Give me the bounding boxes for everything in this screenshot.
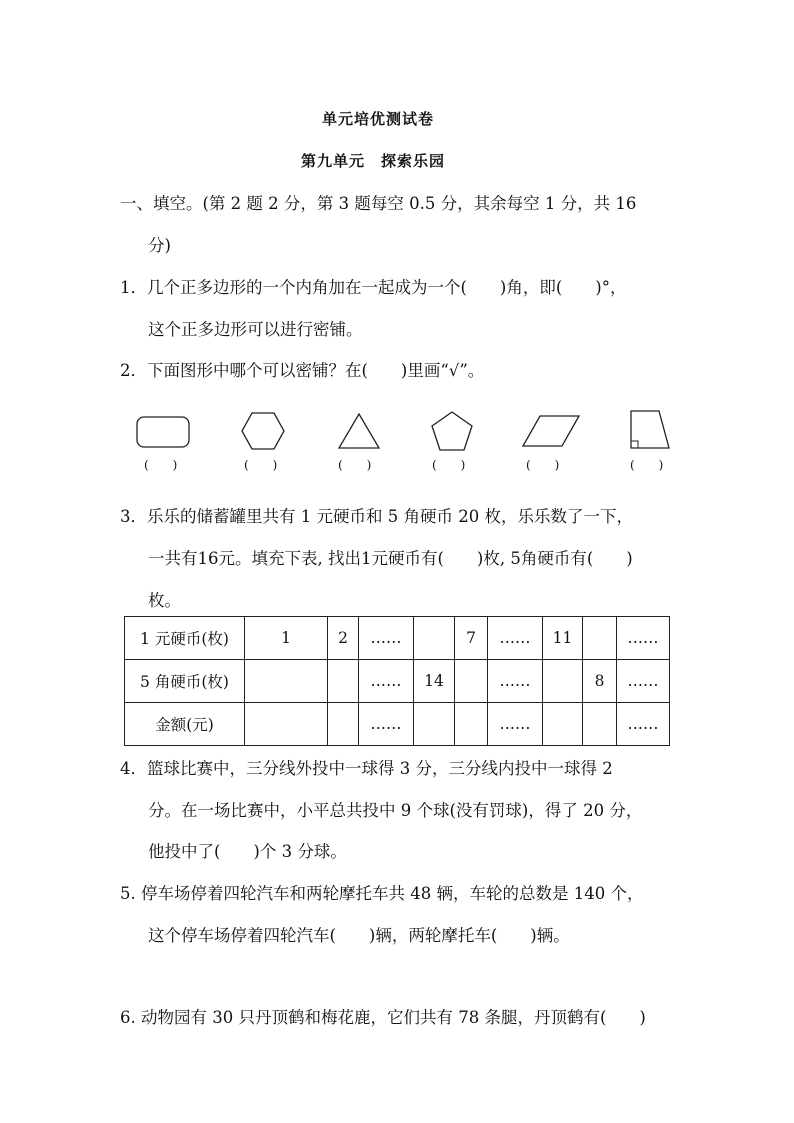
q4-line1: 4．篮球比赛中，三分线外投中一球得 3 分，三分线内投中一球得 2 xyxy=(120,759,613,778)
table-cell: …… xyxy=(359,617,414,660)
table-cell[interactable] xyxy=(414,617,455,660)
rounded-rectangle-icon xyxy=(136,416,190,448)
q1-line2: 这个正多边形可以进行密铺。 xyxy=(148,320,363,339)
answer-paren-2[interactable]: ( ) xyxy=(244,458,278,472)
table-cell: …… xyxy=(359,660,414,703)
q3-line1: 3．乐乐的储蓄罐里共有 1 元硬币和 5 角硬币 20 枚，乐乐数了一下， xyxy=(120,507,633,526)
table-cell[interactable] xyxy=(583,703,617,746)
table-cell[interactable] xyxy=(583,617,617,660)
table-cell[interactable]: 8 xyxy=(583,660,617,703)
table-cell: …… xyxy=(617,617,670,660)
q1-line1: 1．几个正多边形的一个内角加在一起成为一个( )角，即( )°， xyxy=(120,278,627,297)
q4-line2: 分。在一场比赛中，小平总共投中 9 个球(没有罚球)，得了 20 分， xyxy=(148,801,643,820)
table-cell: …… xyxy=(488,617,543,660)
answer-paren-5[interactable]: ( ) xyxy=(526,458,560,472)
table-cell[interactable]: 2 xyxy=(328,617,359,660)
q3-line3: 枚。 xyxy=(148,591,181,610)
answer-paren-6[interactable]: ( ) xyxy=(630,458,664,472)
table-cell: 金额(元) xyxy=(125,703,245,746)
table-cell[interactable] xyxy=(543,703,583,746)
triangle-icon xyxy=(338,413,380,449)
table-cell[interactable] xyxy=(245,703,328,746)
answer-paren-1[interactable]: ( ) xyxy=(144,458,178,472)
table-row xyxy=(125,703,670,746)
q2-line1: 2．下面图形中哪个可以密铺？在( )里画“√”。 xyxy=(120,361,485,380)
table-cell[interactable] xyxy=(455,660,488,703)
shape-row xyxy=(120,400,700,480)
q4-line3: 他投中了( )个 3 分球。 xyxy=(148,842,347,861)
page-title: 单元培优测试卷 xyxy=(322,110,435,128)
table-cell[interactable]: 1 xyxy=(245,617,328,660)
table-cell: …… xyxy=(488,703,543,746)
coin-table xyxy=(124,616,670,746)
table-cell[interactable]: 11 xyxy=(543,617,583,660)
table-cell[interactable] xyxy=(328,660,359,703)
hexagon-icon xyxy=(241,412,285,450)
unit-subtitle: 第九单元 探索乐园 xyxy=(301,152,446,170)
table-cell: …… xyxy=(617,703,670,746)
parallelogram-icon xyxy=(522,415,580,447)
table-cell: …… xyxy=(488,660,543,703)
table-cell: …… xyxy=(359,703,414,746)
q6-line1: 6. 动物园有 30 只丹顶鹤和梅花鹿，它们共有 78 条腿，丹顶鹤有( ) xyxy=(120,1008,646,1027)
table-row xyxy=(125,617,670,660)
table-row xyxy=(125,660,670,703)
answer-paren-3[interactable]: ( ) xyxy=(338,458,372,472)
table-cell: …… xyxy=(617,660,670,703)
q5-line1: 5. 停车场停着四轮汽车和两轮摩托车共 48 辆，车轮的总数是 140 个， xyxy=(120,884,644,903)
q5-line2: 这个停车场停着四轮汽车( )辆，两轮摩托车( )辆。 xyxy=(148,926,570,945)
section-heading-line2: 分) xyxy=(148,236,171,255)
table-cell[interactable]: 14 xyxy=(414,660,455,703)
table-cell[interactable] xyxy=(328,703,359,746)
answer-paren-4[interactable]: ( ) xyxy=(432,458,466,472)
pentagon-icon xyxy=(431,411,473,451)
table-cell[interactable]: 7 xyxy=(455,617,488,660)
table-cell[interactable] xyxy=(414,703,455,746)
section-heading-line1: 一、填空。(第 2 题 2 分，第 3 题每空 0.5 分，其余每空 1 分，共 16 xyxy=(120,194,637,213)
q3-line2: 一共有16元。填充下表, 找出1元硬币有( )枚, 5角硬币有( ) xyxy=(148,549,633,568)
table-cell[interactable] xyxy=(543,660,583,703)
table-cell: 5 角硬币(枚) xyxy=(125,660,245,703)
table-cell[interactable] xyxy=(455,703,488,746)
table-cell: 1 元硬币(枚) xyxy=(125,617,245,660)
table-cell[interactable] xyxy=(245,660,328,703)
right-trapezoid-icon xyxy=(628,410,670,450)
